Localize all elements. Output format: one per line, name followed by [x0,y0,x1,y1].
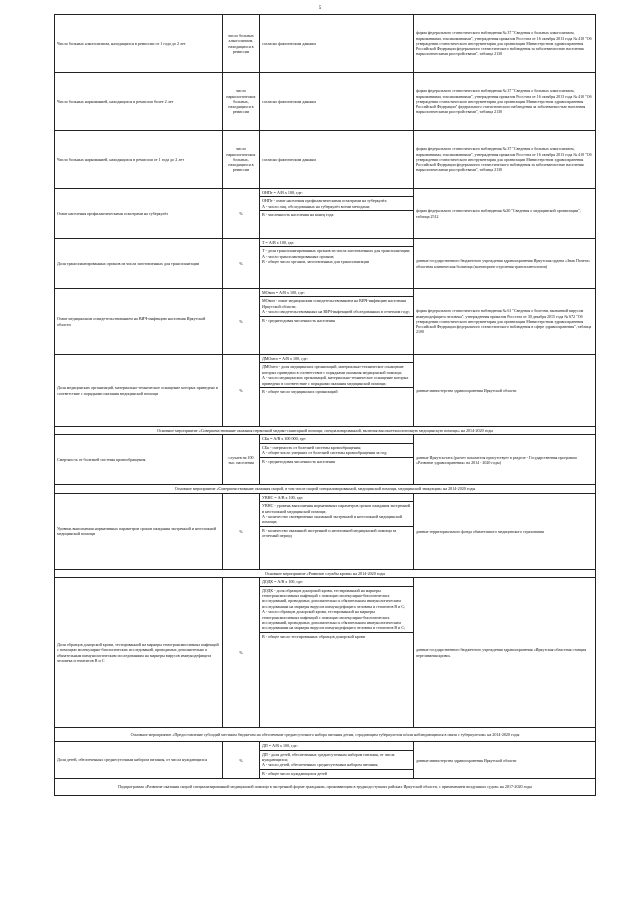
calculation-line: В - количество оказанной экстренной и неотложной медицинской помощи за отчетный период [262,527,397,539]
table-row [55,355,596,427]
data-source: форма федерального статистического наблюдения № 61 "Сведения о болезни, вызванной вирусом иммунодефицита человека", утвержденная приказом Росстата от 30 декабря 2015 года № 672 "Об утверждении статистического инструментария для организации Министерством здравоохранения Российской Федерации федерального статистического наблюдения в сфере здравоохранения", таблица 2100 [414,289,596,355]
section-title: Основное мероприятие «Предоставление субсидий местным бюджетам на обеспечение среднесуточного набора питания детям, страдающим туберкулезом и/или наблюдающимся в связи с туберкулезом» на 2014-2020 годы [55,728,596,742]
calculation-line: СБк = А/В x 100 000, где: [260,435,413,443]
indicator-name: Доля медицинских организаций, материально-техническое оснащение которых приведено в соответствие с порядками оказания медицинской помощи [55,355,223,427]
calculation-line: ДОДК = А/В x 100, где: [260,578,413,586]
section-row [55,427,596,435]
calculation-line: В - общее число нуждающихся детей [262,770,327,776]
calculation-line: ДП = А/В x 100, где: [260,742,413,750]
unit-of-measure: число наркологических больных, находящихся в ремиссии [223,73,260,131]
section-row [55,485,596,493]
calculation-line: В - численность населения на конец года [262,212,334,218]
indicator-name: Уровень выполнения нормативных параметров сроков ожидания экстренной и неотложной медицинской помощи [55,493,223,569]
calculation-line: ОНПт - охват населения профилактическими осмотрами на туберкулёз; А - число лиц, обследованных на туберкулёз всеми методами; [260,197,413,211]
table-row [55,15,596,73]
calculation-line: ДОДК - доля образцов донорской крови, тестированной на маркеры гемотрансмиссивных инфекций с помощью молекулярно-биологических исследований, проводимых дополнительно к обязательным иммунологическим исследованиям на маркеры вирусов иммунодефицита человека и гепатитов В и С; А - число образцов донорской крови, тестированной на маркеры гемотрансмиссивных инфекций с помощью молекулярно-биологических исследований, проводимых дополнительно к обязательным иммунологическим исследованиям на маркеры вирусов иммунодефицита человека и гепатитов В и С; [260,587,413,633]
indicator-name: Доля образцов донорской крови, тестированной на маркеры гемотрансмиссивных инфекций с помощью молекулярно-биологических исследований, проводимых дополнительно к обязательным иммунологическим исследованиям на маркеры вирусов иммунодефицита человека и гепатитов В и С [55,578,223,728]
indicator-name: Число больных наркоманией, находящихся в ремиссии более 2 лет [55,73,223,131]
table-row [55,131,596,189]
calculation-line: СБк - смертность от болезней системы кровообращения; А - общее число умерших от болезней системы кровообращения за год; [260,444,413,458]
data-source: форма федерального статистического наблюдения № 37 "Сведения о больных алкоголизмом, наркоманиями, токсикоманиями", утвержденная приказом Росстата от 16 октября 2013 года № 410 "Об утверждении статистического инструментария для организации Министерством здравоохранения Российской Федерации федерального статистического наблюдения за заболеваемостью населения наркологическими расстройствами", таблица 2130 [414,131,596,189]
calculation-method: согласно фактическим данным [260,131,414,189]
calculation-line: ДМОмто - доля медицинских организаций, материально-техническое оснащение которых приведено в соответствие с порядками оказания медицинской помощи; А - число медицинских организаций, материально-техническое оснащение которых приведено в соответствие с порядками оказания медицинской помощи; [260,363,413,388]
unit-of-measure: % [223,742,260,779]
unit-of-measure: % [223,289,260,355]
table-row [55,189,596,239]
calculation-line: В - общее число тестированных образцов донорской крови [262,633,366,639]
calculation-method: согласно фактическим данным [260,15,414,73]
data-source: форма федерального статистического наблюдения № 37 "Сведения о больных алкоголизмом, наркоманиями, токсикоманиями", утвержденная приказом Росстата от 16 октября 2013 года № 410 "Об утверждении статистического инструментария для организации Министерством здравоохранения Российской Федерации" федерального статистического наблюдения за заболеваемостью населения наркологическими расстройствами", таблица 2130 [414,73,596,131]
table-row [55,73,596,131]
unit-of-measure: % [223,578,260,728]
section-title: Подпрограмма «Развитие оказания скорой специализированной медицинской помощи в экстренной форме гражданам, проживающим в труднодоступных районах Иркутской области, с применением воздушных судов» на 2017-2020 годы [55,779,596,796]
table-row [55,578,596,728]
unit-of-measure: число больных алкоголизмом, находящихся в ремиссии [223,15,260,73]
data-source: данные государственного бюджетного учреждения здравоохранения «Иркутская областная станция переливания крови» [414,578,596,728]
data-source: данные Иркутскстата (расчет показателя присутствует в разделе - Государственная программа «Развитие здравоохранения» на 2014 - 2020 годы) [414,435,596,485]
calculation-line: УВНС - уровень выполнения нормативных параметров сроков ожидания экстренной и неотложной медицинской помощи; А - количество своевременно оказанной экстренной и неотложной медицинской помощи; [260,502,413,527]
calculation-method [260,189,414,239]
section-title: Основное мероприятие «Совершенствование оказания скорой, в том числе скорой специализированной, медицинской помощи, медицинской эвакуации» на 2014-2020 годы [55,485,596,493]
data-source: данные территориального фонда обязательного медицинского страхования [414,493,596,569]
unit-of-measure: % [223,189,260,239]
indicator-name: Смертность от болезней системы кровообращения [55,435,223,485]
unit-of-measure: % [223,239,260,289]
table-row [55,289,596,355]
section-title: Основное мероприятие «Совершенствование оказания первичной медико-санитарной помощи, специализированной, включая высокотехнологичную медицинскую помощь» на 2014-2020 годы [55,427,596,435]
unit-of-measure: % [223,355,260,427]
unit-of-measure: % [223,493,260,569]
calculation-line: ДМОмто = А/В x 100, где: [260,355,413,363]
table-row [55,435,596,485]
section-row [55,728,596,742]
data-source: данные министерства здравоохранения Иркутской области [414,742,596,779]
calculation-method [260,435,414,485]
calculation-line: В - среднегодовая численность населения [262,317,335,323]
unit-of-measure: число наркологических больных, находящихся в ремиссии [223,131,260,189]
calculation-line: ДП - доля детей, обеспеченных среднесуточным набором питания, от числа нуждающихся; А - число детей, обеспеченных среднесуточным набором питания; [260,751,413,770]
indicator-name: Доля детей, обеспеченных среднесуточным набором питания, от числа нуждающихся [55,742,223,779]
indicator-name: Доля трансплантированных органов из числа заготовленных для трансплантации [55,239,223,289]
data-source: форма федерального статистического наблюдения № 37 "Сведения о больных алкоголизмом, наркоманиями, токсикоманиями", утвержденная приказом Росстата от 16 октября 2013 года № 410 "Об утверждении статистического инструментария для организации Министерством здравоохранения Российской Федерации федерального статистического наблюдения за заболеваемостью населения наркологическими расстройствами", таблица 2130 [414,15,596,73]
calculation-method: согласно фактическим данным [260,73,414,131]
table-row [55,493,596,569]
indicators-table [54,14,596,796]
table-row [55,239,596,289]
data-source: данные министерства здравоохранения Иркутской области [414,355,596,427]
calculation-line: МОвич = А/В x 100, где: [260,289,413,297]
calculation-line: УВНС = А/В x 100, где: [260,494,413,502]
table-row [55,742,596,779]
section-title: Основное мероприятие «Развитие службы крови» на 2014-2020 годы [55,569,596,577]
unit-of-measure: случаев на 100 тыс. населения [223,435,260,485]
indicator-name: Охват медицинским освидетельствованием на ВИЧ-инфекцию населения Иркутской области [55,289,223,355]
calculation-method [260,742,414,779]
calculation-line: Т = А/В x 100, где: [260,239,413,247]
calculation-line: В - общее число медицинских организаций [262,388,338,394]
calculation-line: ОНПт = А/В x 100, где: [260,189,413,197]
page-number: 5 [318,6,322,11]
data-source: данные государственного бюджетного учреждения здравоохранения Иркутская ордена «Знак Почета» областная клиническая больница (мониторинг отделения трансплантологии) [414,239,596,289]
indicator-name: Число больных алкоголизмом, находящихся в ремиссии от 1 года до 2 лет [55,15,223,73]
section-row [55,779,596,796]
calculation-method [260,493,414,569]
calculation-method [260,239,414,289]
calculation-line: Т - доля трансплантированных органов из числа заготовленных для трансплантации; А - число трансплантированных органов; В - общее число органов, заготовленных для трансплантации [262,248,411,265]
section-row [55,569,596,577]
calculation-method [260,578,414,728]
indicator-name: Охват населения профилактическими осмотрами на туберкулёз [55,189,223,239]
calculation-line: В - среднегодовая численность населения [262,458,335,464]
calculation-method [260,355,414,427]
calculation-line: МОвич - охват медицинским освидетельствованием на ВИЧ-инфекцию населения Иркутской области; А - число свидетельствованных на ВИЧ-инфекцией обследованных в отчетном году; [260,297,413,316]
data-source: форма федерального статистического наблюдения №30 "Сведения о медицинской организации", таблица 2512 [414,189,596,239]
indicator-name: Число больных наркоманией, находящихся в ремиссии от 1 года до 2 лет [55,131,223,189]
calculation-method [260,289,414,355]
